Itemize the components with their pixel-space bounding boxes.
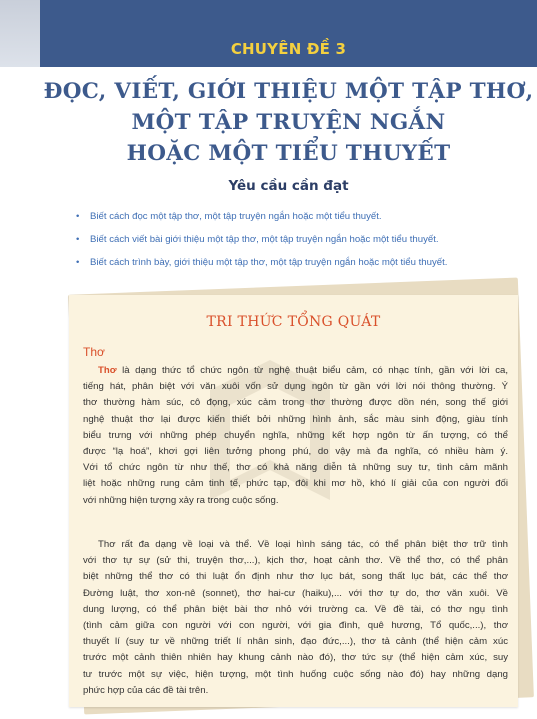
line-text: là dạng thức tổ chức ngôn từ nghệ thuật biểu cảm, có nhạc tính, gần với lời ca, xyxy=(116,365,508,376)
title-line: MỘT TẬP TRUYỆN NGẮN xyxy=(131,110,446,135)
paragraph-line: Với tổ chức ngôn từ như thế, thơ có khả năng diễn tả những suy tư, tình cảm mãnh xyxy=(83,462,508,474)
paragraph-line: với những hiện tượng xảy ra trong cuộc sống. xyxy=(83,494,279,506)
page-title xyxy=(40,76,537,169)
requirements-heading: Yêu cầu cần đạt xyxy=(228,178,349,194)
paragraph-line: biểu trưng với những phép chuyển nghĩa, những kết hợp ngôn từ ấn tượng, có thể xyxy=(83,429,508,441)
paragraph-line: tư trước một sự việc, hiện tượng, một tình huống cuộc sống nào đó) hay những dạng xyxy=(83,668,508,680)
title-line: ĐỌC, VIẾT, GIỚI THIỆU MỘT TẬP THƠ, xyxy=(43,79,534,104)
requirement-item: • Biết cách viết bài giới thiệu một tập thơ, một tập truyện ngắn hoặc một tiểu thuyết. xyxy=(76,234,531,246)
section-heading: Thơ xyxy=(83,345,105,359)
paragraph-line: tiếng hát, phân biệt với văn xuôi vốn sử dụng ngôn từ gần với lời nói thông thường. Ý xyxy=(83,381,508,393)
paragraph-line: liệt hoặc những rung cảm tinh tế, phức tạp, đôi khi mơ hồ, khó lí giải của con người đối xyxy=(83,478,508,490)
paragraph-line: Đường luật, thơ xon-nê (sonnet), thơ hai-cư (haiku),... với thơ tự do, thơ văn xuôi. Về xyxy=(83,587,508,599)
card-title: TRI THỨC TỔNG QUÁT xyxy=(206,314,381,330)
paragraph-line: (tình cảm giữa con người với con người, với gia đình, quê hương, Tổ quốc,...), thơ xyxy=(83,620,508,632)
title-line: HOẶC MỘT TIỂU THUYẾT xyxy=(126,141,451,166)
paragraph-line: thơ thường hàm súc, cô đọng, xúc cảm trong thơ thường được dồn nén, song thế giới xyxy=(83,397,508,409)
paragraph-line: được “lạ hoá”, khơi gợi liên tưởng phong phú, do vậy mà đa nghĩa, có nhiều hàm ý. xyxy=(83,446,508,458)
paragraph-line: phức hợp của các đề tài trên. xyxy=(83,684,209,696)
paragraph-line: trước một cảnh thiên nhiên hay khung cảnh nào đó), thơ tức sự (thể hiện cảm xúc, suy xyxy=(83,652,508,664)
paragraph-line: với thơ tự sự (sử thi, truyện thơ,...), kịch thơ, hoạt cảnh thơ. Về thể thơ, có thể phân xyxy=(83,555,508,567)
paragraph-line: thuyết lí (suy tư về những triết lí nhân sinh, đạo đức,...), thơ tả cảnh (thể hiện cảm xúc xyxy=(83,636,508,648)
paragraph-poetry-definition xyxy=(83,363,508,509)
paragraph-line: biệt những thể thơ có thi luật ổn định như thơ lục bát, song thất lục bát, các thể thơ xyxy=(83,571,508,583)
paragraph-line: dung lượng, có thể phân biệt bài thơ nhỏ với trường ca. Về đề tài, có thơ ngụ tình xyxy=(83,603,508,615)
requirements-list xyxy=(76,211,531,280)
paragraph-poetry-types xyxy=(83,537,508,699)
paragraph-line: Thơ rất đa dạng về loại và thể. Về loại hình sáng tác, có thể phân biệt thơ trữ tình xyxy=(98,539,508,550)
paragraph-line: nghệ thuật thơ lại được kiến thiết bởi những hình ảnh, sắc màu sinh động, giàu tính xyxy=(83,413,508,425)
paragraph-line xyxy=(83,363,508,379)
requirement-item: • Biết cách đọc một tập thơ, một tập truyện ngắn hoặc một tiểu thuyết. xyxy=(76,211,531,223)
lead-word: Thơ xyxy=(98,365,117,376)
requirement-item: • Biết cách trình bày, giới thiệu một tập thơ, một tập truyện ngắn hoặc một tiểu thuyết. xyxy=(76,257,531,269)
chapter-label: CHUYÊN ĐỀ 3 xyxy=(230,40,347,58)
